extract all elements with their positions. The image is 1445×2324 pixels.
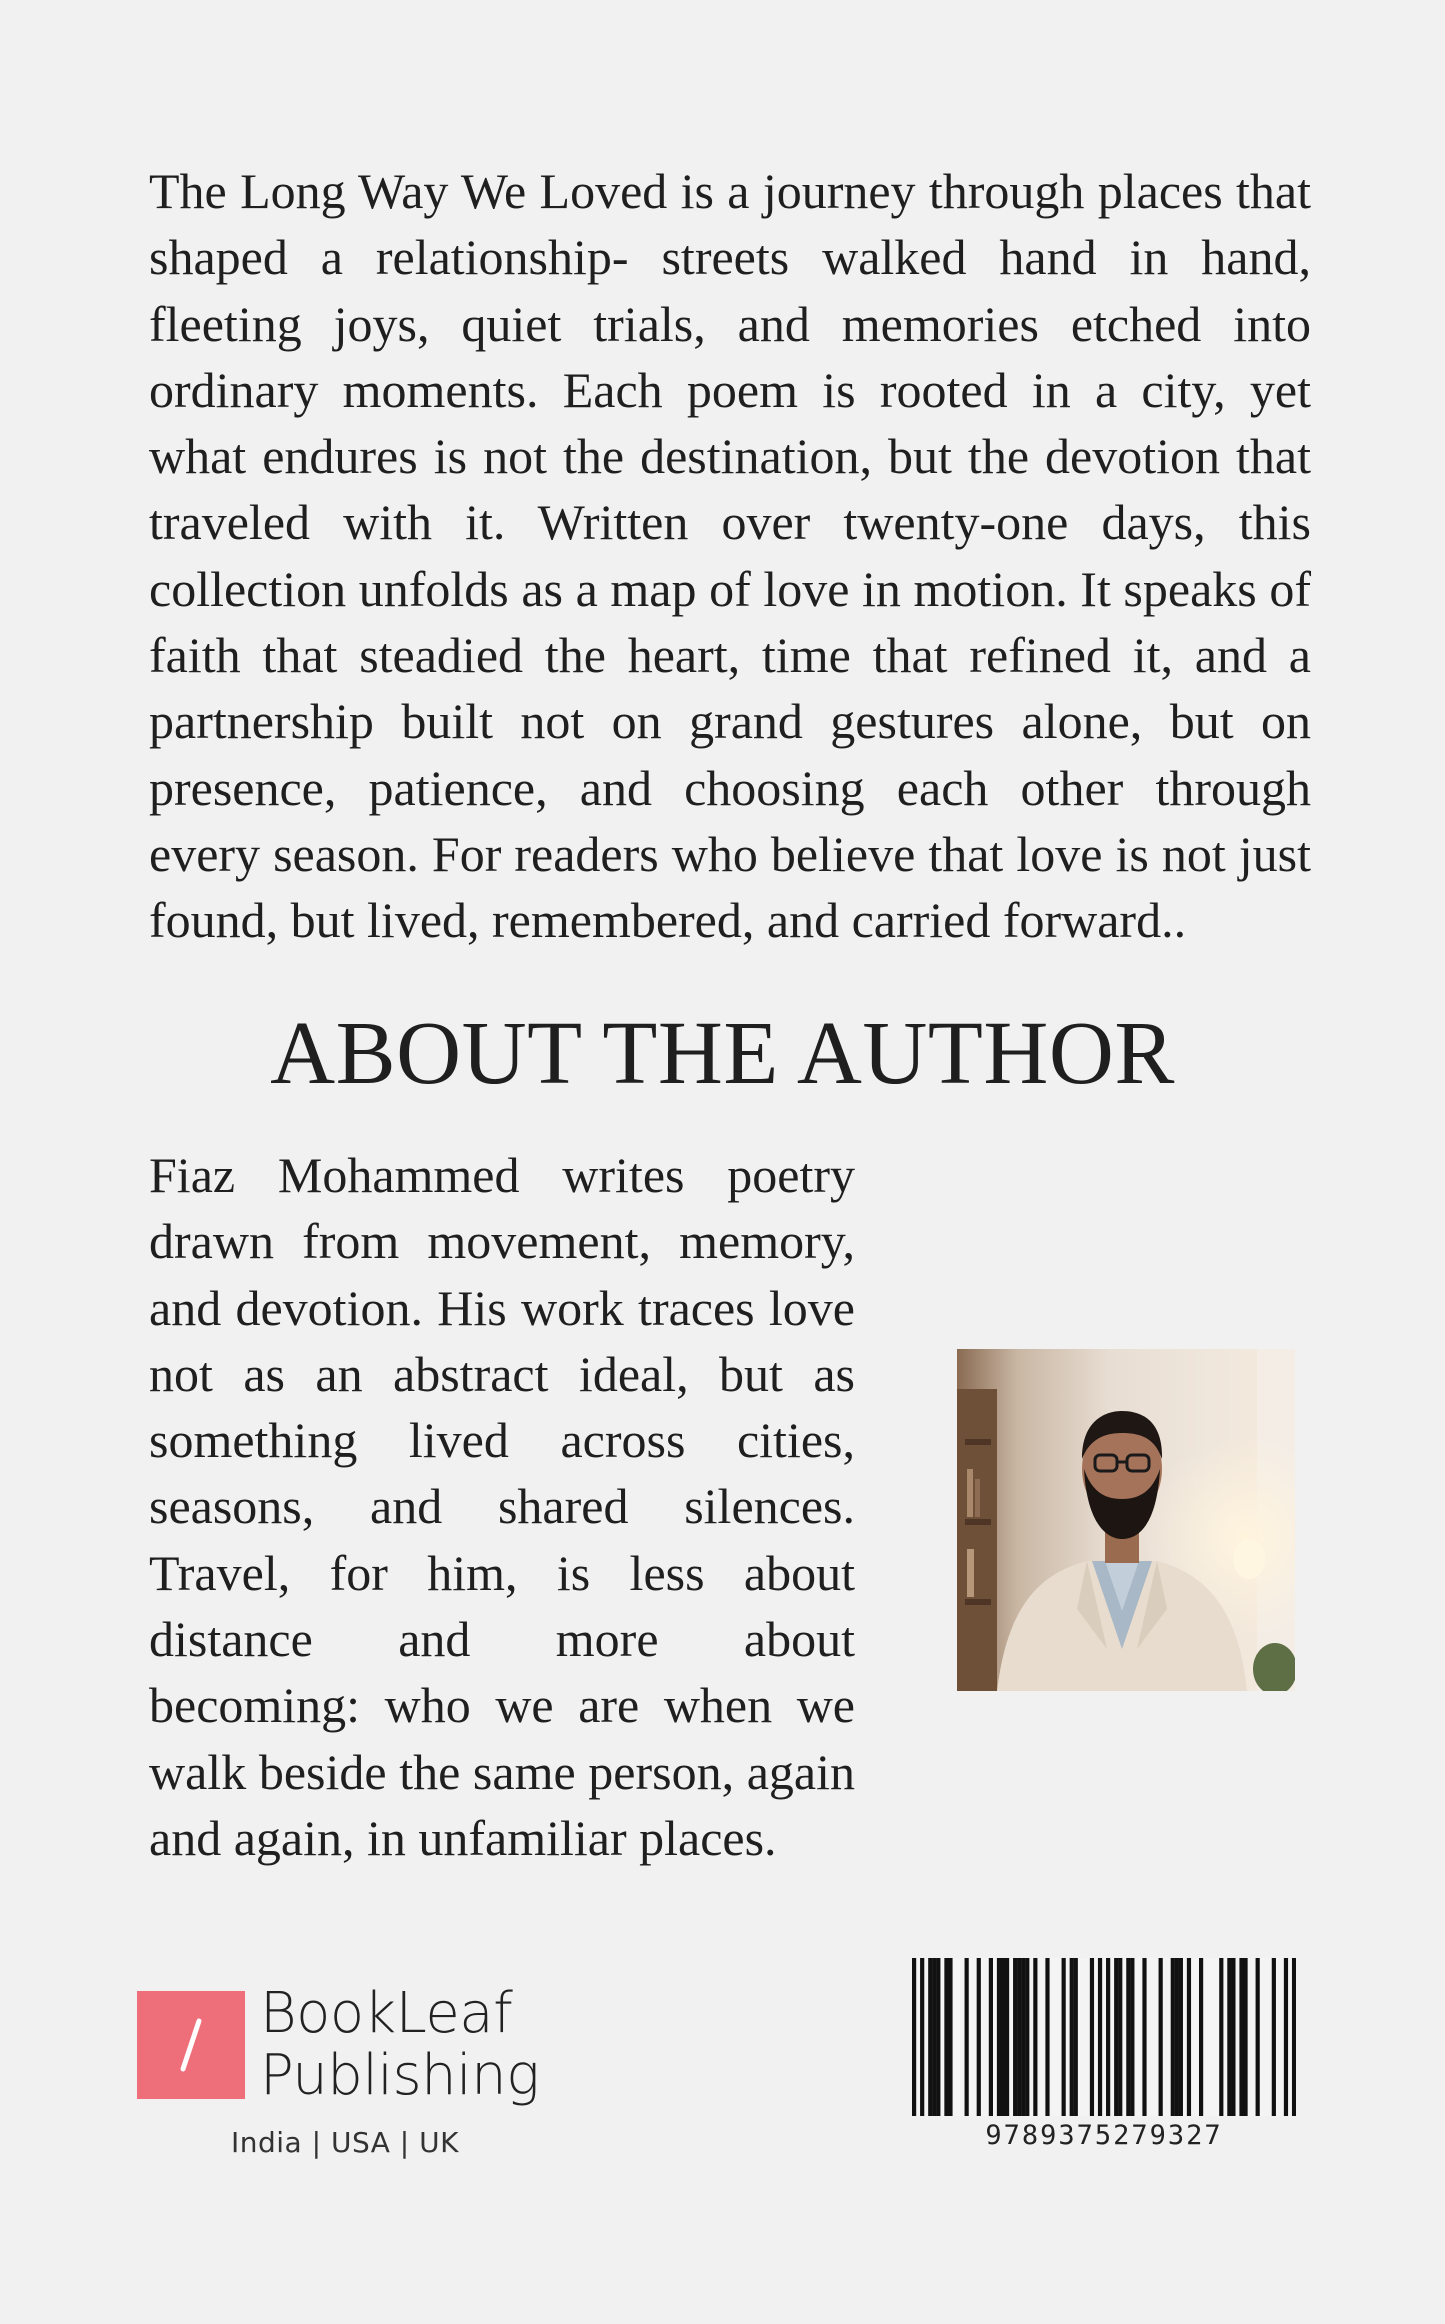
barcode-bar	[1227, 1958, 1231, 2116]
barcode-bar	[1187, 1958, 1191, 2116]
barcode-bar	[1142, 1958, 1146, 2116]
barcode-bar	[997, 1958, 1001, 2116]
barcode-bar	[1292, 1958, 1296, 2116]
author-photo	[957, 1349, 1295, 1691]
publisher-name-line2: Publishing	[260, 2043, 540, 2108]
barcode-bar	[1021, 1958, 1025, 2116]
publisher-countries: India | USA | UK	[231, 2126, 459, 2159]
barcode-bar	[1231, 1958, 1235, 2116]
back-cover-blurb: The Long Way We Loved is a journey through places that shaped a relationship- streets walked hand in hand, fleeting joys, quiet trials, and memories etched into ordinary moments. Each poem is rooted in a city, yet what endures is not the destination, but the devotion that traveled with it. Written over twenty-one days, this collection unfolds as a map of love in motion. It speaks of faith that steadied the heart, time that refined it, and a partnership built not on grand gestures alone, but on presence, patience, and choosing each other through every season. For readers who believe that love is not just found, but lived, remembered, and carried forward..	[149, 163, 1311, 949]
barcode-bar	[1074, 1958, 1078, 2116]
isbn-barcode	[912, 1958, 1296, 2116]
barcode-bar	[1017, 1958, 1021, 2116]
barcode-bar	[944, 1958, 948, 2116]
author-bio: Fiaz Mohammed writes poetry drawn from movement, memory, and devotion. His work traces love not as an abstract ideal, but as something lived across cities, seasons, and shared silences. Travel, for him, is less about distance and more about becoming: who we are when we walk beside the same person, again and again, in unfamiliar places.	[149, 1147, 855, 1866]
barcode-bar	[965, 1958, 969, 2116]
barcode-bar	[1098, 1958, 1102, 2116]
barcode-bar	[1199, 1958, 1203, 2116]
barcode-bar	[932, 1958, 936, 2116]
isbn-number: 9789375279327	[985, 2120, 1223, 2151]
publisher-logo-mark	[137, 1991, 245, 2099]
publisher-name-line1: BookLeaf	[260, 1981, 513, 2046]
barcode-bar	[1243, 1958, 1247, 2116]
barcode-bar	[1118, 1958, 1122, 2116]
barcode-bar	[1219, 1958, 1223, 2116]
barcode-bar	[936, 1958, 940, 2116]
barcode-bar	[1179, 1958, 1183, 2116]
barcode-bar	[1175, 1958, 1179, 2116]
barcode-bar	[920, 1958, 924, 2116]
barcode-bar	[948, 1958, 952, 2116]
barcode-bar	[1272, 1958, 1276, 2116]
barcode-bar	[1256, 1958, 1260, 2116]
barcode-bar	[1284, 1958, 1288, 2116]
barcode-bar	[1013, 1958, 1017, 2116]
barcode-bar	[977, 1958, 981, 2116]
barcode-bar	[1159, 1958, 1163, 2116]
about-the-author-heading: ABOUT THE AUTHOR	[270, 1004, 1175, 1103]
barcode-bar	[1001, 1958, 1005, 2116]
barcode-bar	[912, 1958, 916, 2116]
barcode-bar	[1045, 1958, 1049, 2116]
barcode-bar	[1239, 1958, 1243, 2116]
barcode-bar	[1090, 1958, 1094, 2116]
barcode-bar	[1005, 1958, 1009, 2116]
barcode-bar	[1070, 1958, 1074, 2116]
barcode-bar	[1171, 1958, 1175, 2116]
barcode-bar	[928, 1958, 932, 2116]
barcode-bar	[989, 1958, 993, 2116]
barcode-bar	[1130, 1958, 1134, 2116]
barcode-bar	[1106, 1958, 1110, 2116]
barcode-bar	[1025, 1958, 1029, 2116]
barcode-bar	[1062, 1958, 1066, 2116]
barcode-bar	[1126, 1958, 1130, 2116]
barcode-bar	[1114, 1958, 1118, 2116]
barcode-bar	[1033, 1958, 1037, 2116]
publisher-name	[260, 1983, 539, 2107]
